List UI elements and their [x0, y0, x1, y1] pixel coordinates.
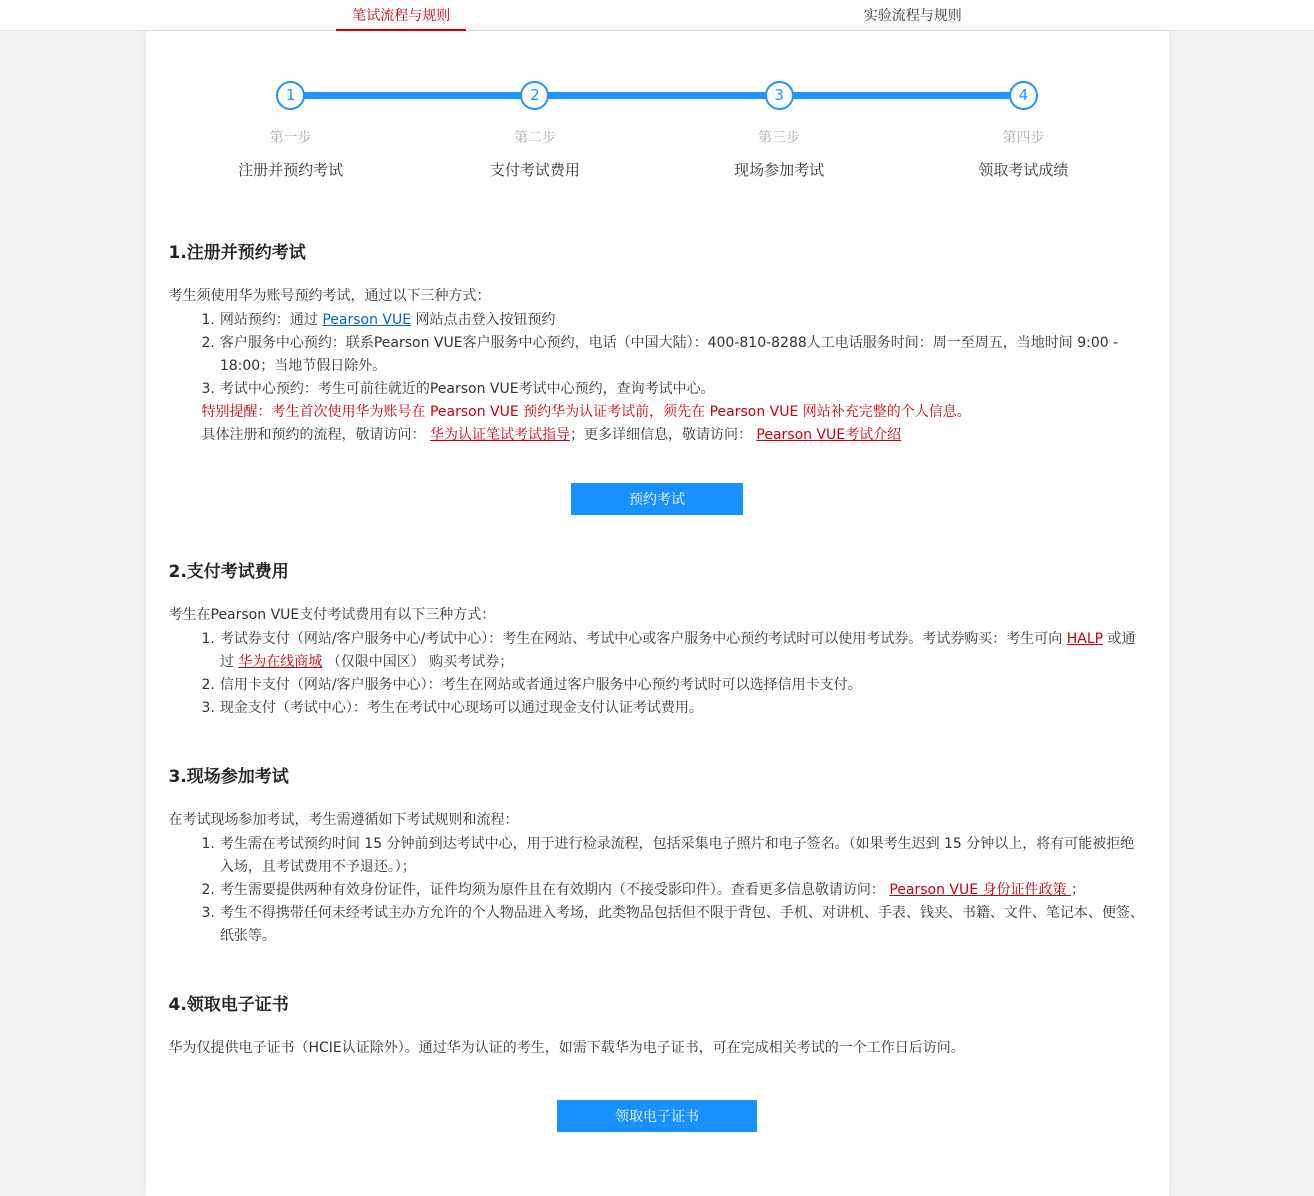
list-item-number: 2.	[201, 335, 215, 351]
text-segment: （仅限中国区） 购买考试券；	[322, 654, 514, 670]
section-1-title: 1.注册并预约考试	[168, 243, 306, 263]
text-segment: 或通过	[219, 631, 1136, 670]
step-1-name: 注册并预约考试	[238, 161, 344, 179]
exam-steps-progress	[169, 81, 1146, 180]
pearson-vue-exam-intro-link[interactable]: Pearson VUE考试介绍	[756, 427, 902, 443]
section-2-title: 2.支付考试费用	[168, 562, 289, 582]
list-item-text	[220, 378, 1146, 401]
step-2-circle: 2	[520, 81, 549, 110]
text-segment: 考试中心预约：考生可前往就近的Pearson VUE考试中心预约，查询考试中心。	[219, 381, 715, 397]
list-item	[169, 902, 1146, 948]
section-3-intro: 在考试现场参加考试，考生需遵循如下考试规则和流程：	[168, 812, 519, 828]
list-item	[169, 833, 1146, 879]
text-segment: 客户服务中心预约：联系Pearson VUE客户服务中心预约，电话（中国大陆）：400-810-8288人工电话服务时间：周一至周五，当地时间 9:00 - 18:00；当地节假日除外。	[219, 335, 1119, 374]
text-segment: 信用卡支付（网站/客户服务中心）：考生在网站或者通过客户服务中心预约考试时可以选择信用卡支付。	[219, 677, 862, 693]
step-2-pay	[413, 81, 657, 180]
list-item-text	[220, 879, 1146, 902]
section-3-title: 3.现场参加考试	[168, 767, 289, 787]
step-1-label: 第一步	[269, 130, 312, 146]
step-4-circle: 4	[1009, 81, 1038, 110]
section-pay-exam-fee	[169, 557, 1146, 720]
top-tab-bar	[0, 0, 1314, 31]
exam-process-card	[146, 31, 1169, 1196]
step-3-label: 第三步	[758, 130, 801, 146]
list-item	[169, 879, 1146, 902]
text-segment: 特别提醒：考生首次使用华为账号在 Pearson VUE 预约华为认证考试前，须先在 Pearson VUE 网站补充完整的个人信息。	[201, 404, 971, 420]
text-segment: 网站预约：通过	[219, 312, 323, 328]
tab-written-exam-label: 笔试流程与规则	[352, 8, 451, 24]
list-item-number: 2.	[201, 677, 215, 693]
section-2-intro: 考生在Pearson VUE支付考试费用有以下三种方式：	[168, 607, 496, 623]
step-3-circle: 3	[765, 81, 794, 110]
text-segment: 考生需在考试预约时间 15 分钟前到达考试中心，用于进行检录流程，包括采集电子照片和电子签名。（如果考生迟到 15 分钟以上，将有可能被拒绝入场，且考试费用不予退还。）；	[219, 836, 1135, 875]
step-1-register	[169, 81, 413, 180]
special-reminder-text	[169, 401, 1146, 424]
list-item-number: 2.	[201, 882, 215, 898]
section-2-list	[169, 628, 1146, 720]
list-item	[169, 332, 1146, 378]
list-item	[169, 628, 1146, 674]
list-item-number: 1.	[201, 631, 215, 647]
step-2-label: 第二步	[513, 130, 556, 146]
huawei-online-store-link[interactable]: 华为在线商城	[238, 654, 323, 670]
text-segment: 网站点击登入按钮预约	[411, 312, 556, 328]
list-item	[169, 309, 1146, 332]
list-item-text	[220, 332, 1146, 378]
list-item-text	[220, 833, 1146, 879]
list-item-text	[220, 309, 1146, 332]
list-item-number: 3.	[201, 905, 215, 921]
text-segment: 考试券支付（网站/客户服务中心/考试中心）：考生在网站、考试中心或客户服务中心预约考试时可以使用考试券。考试券购买：考生可向	[219, 631, 1067, 647]
section-register-and-book	[169, 238, 1146, 515]
section-1-intro: 考生须使用华为账号预约考试，通过以下三种方式：	[168, 288, 491, 304]
section-1-list	[169, 309, 1146, 447]
step-1-circle: 1	[276, 81, 305, 110]
list-item-text	[220, 697, 1146, 720]
halp-link[interactable]: HALP	[1066, 631, 1104, 647]
step-4-results	[901, 81, 1145, 180]
list-item-number: 3.	[201, 381, 215, 397]
section-3-list	[169, 833, 1146, 948]
list-item-number: 1.	[201, 312, 215, 328]
tab-lab-exam-process[interactable]	[657, 0, 1169, 30]
list-item-text	[220, 628, 1146, 674]
tab-written-exam-process[interactable]	[146, 0, 658, 30]
text-segment: ；	[1070, 882, 1085, 898]
pearson-vue-id-policy-link[interactable]: Pearson VUE 身份证件政策	[889, 882, 1071, 898]
text-segment: 考生需要提供两种有效身份证件，证件均须为原件且在有效期内（不接受影印件）。查看更多信息敬请访问：	[219, 882, 890, 898]
book-exam-button[interactable]: 预约考试	[571, 483, 743, 515]
list-item-number: 3.	[201, 700, 215, 716]
list-item	[169, 697, 1146, 720]
text-segment: 现金支付（考试中心）：考生在考试中心现场可以通过现金支付认证考试费用。	[219, 700, 703, 716]
written-exam-guide-link[interactable]: 华为认证笔试考试指导	[429, 427, 570, 443]
section-get-ecertificate	[169, 990, 1146, 1132]
section-4-title: 4.领取电子证书	[168, 995, 289, 1015]
step-4-label: 第四步	[1002, 130, 1045, 146]
section-attend-onsite	[169, 762, 1146, 948]
section-4-intro: 华为仅提供电子证书（HCIE认证除外）。通过华为认证的考生，如需下载华为电子证书，可在完成相关考试的一个工作日后访问。	[168, 1040, 965, 1056]
text-segment: ；更多详细信息，敬请访问：	[569, 427, 757, 443]
text-segment: 具体注册和预约的流程，敬请访问：	[201, 427, 430, 443]
registration-guide-links	[169, 424, 1146, 447]
step-2-name: 支付考试费用	[489, 161, 580, 179]
tab-bar-inner	[146, 0, 1169, 30]
text-segment: 考生不得携带任何未经考试主办方允许的个人物品进入考场，此类物品包括但不限于背包、手机、对讲机、手表、钱夹、书籍、文件、笔记本、便签、纸张等。	[219, 905, 1144, 944]
list-item-text	[220, 902, 1146, 948]
step-3-attend	[657, 81, 901, 180]
step-3-name: 现场参加考试	[734, 161, 825, 179]
list-item	[169, 378, 1146, 401]
step-4-name: 领取考试成绩	[978, 161, 1069, 179]
list-item-number: 1.	[201, 836, 215, 852]
get-ecertificate-button[interactable]: 领取电子证书	[557, 1100, 757, 1132]
list-item-text	[220, 674, 1146, 697]
tab-lab-exam-label: 实验流程与规则	[863, 8, 962, 24]
pearson-vue-link[interactable]: Pearson VUE	[322, 312, 412, 328]
list-item	[169, 674, 1146, 697]
